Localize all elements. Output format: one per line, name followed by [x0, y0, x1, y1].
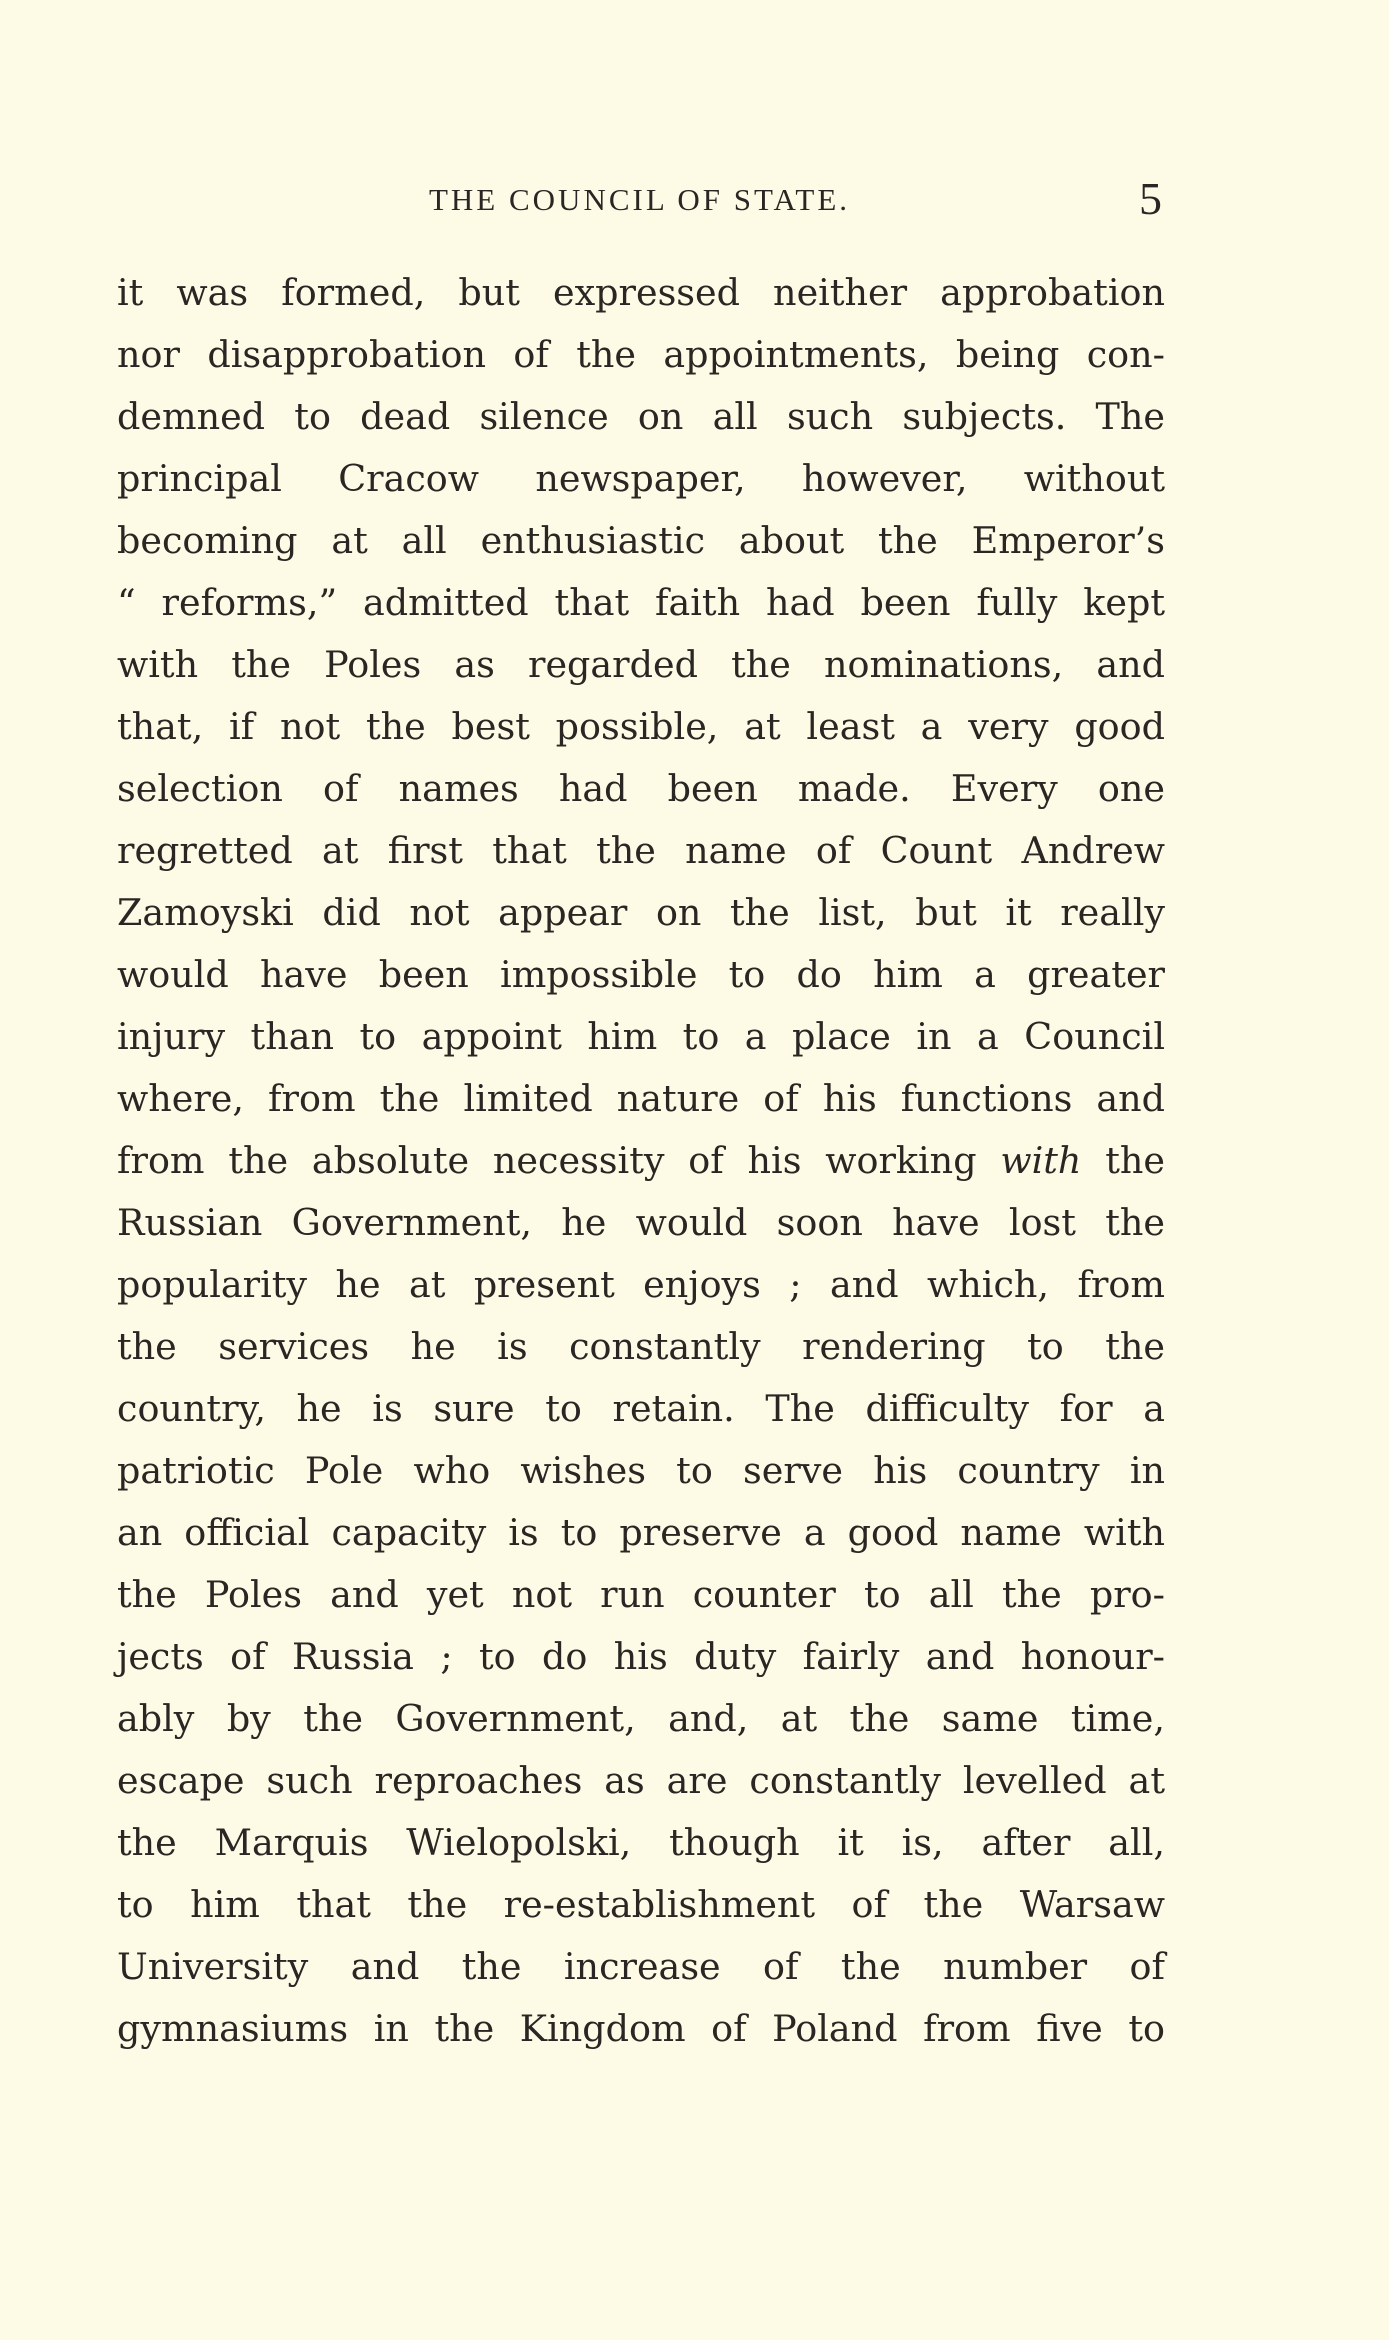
text-line: the Marquis Wielopolski, though it is, after all,: [117, 1821, 1165, 1864]
text-segment: from the absolute necessity of his working: [117, 1139, 977, 1182]
text-line: demned to dead silence on all such subjects. The: [117, 395, 1165, 438]
text-line: Zamoyski did not appear on the list, but it really: [117, 891, 1165, 934]
text-line: with the Poles as regarded the nominations, and: [117, 643, 1165, 686]
text-line: University and the increase of the number of: [117, 1945, 1165, 1988]
text-line: escape such reproaches as are constantly levelled at: [117, 1759, 1165, 1802]
text-line: nor disapprobation of the appointments, being con-: [117, 333, 1165, 376]
text-line: ably by the Government, and, at the same time,: [117, 1697, 1165, 1740]
text-line: to him that the re-establishment of the Warsaw: [117, 1883, 1165, 1926]
text-line-with-italic: [117, 1130, 1165, 1192]
text-line: selection of names had been made. Every one: [117, 767, 1165, 810]
text-line: the services he is constantly rendering to the: [117, 1325, 1165, 1368]
running-title: THE COUNCIL OF STATE.: [428, 182, 851, 217]
text-line: patriotic Pole who wishes to serve his country in: [117, 1449, 1165, 1492]
text-segment: the: [1105, 1139, 1165, 1182]
text-line: it was formed, but expressed neither approbation: [117, 271, 1165, 314]
text-line: an official capacity is to preserve a good name with: [117, 1511, 1165, 1554]
text-line: Russian Government, he would soon have lost the: [117, 1201, 1165, 1244]
text-line: regretted at first that the name of Count Andrew: [117, 829, 1165, 872]
text-line: where, from the limited nature of his functions and: [117, 1077, 1165, 1120]
text-line: becoming at all enthusiastic about the Emperor’s: [117, 519, 1165, 562]
text-line: principal Cracow newspaper, however, without: [117, 457, 1165, 500]
text-line: gymnasiums in the Kingdom of Poland from five to: [117, 2007, 1165, 2050]
text-line: would have been impossible to do him a greater: [117, 953, 1165, 996]
running-head: [117, 172, 1162, 228]
text-line: jects of Russia ; to do his duty fairly and honour-: [117, 1635, 1165, 1678]
text-line: that, if not the best possible, at least a very good: [117, 705, 1165, 748]
text-line: country, he is sure to retain. The difficulty for a: [117, 1387, 1165, 1430]
text-line: popularity he at present enjoys ; and which, from: [117, 1263, 1165, 1306]
text-line: the Poles and yet not run counter to all the pro-: [117, 1573, 1165, 1616]
text-line: “ reforms,” admitted that faith had been fully kept: [117, 581, 1165, 624]
italic-word: with: [1000, 1139, 1082, 1182]
text-line: injury than to appoint him to a place in a Council: [117, 1015, 1165, 1058]
page-number: 5: [1139, 173, 1162, 224]
body-text: [117, 262, 1165, 2060]
